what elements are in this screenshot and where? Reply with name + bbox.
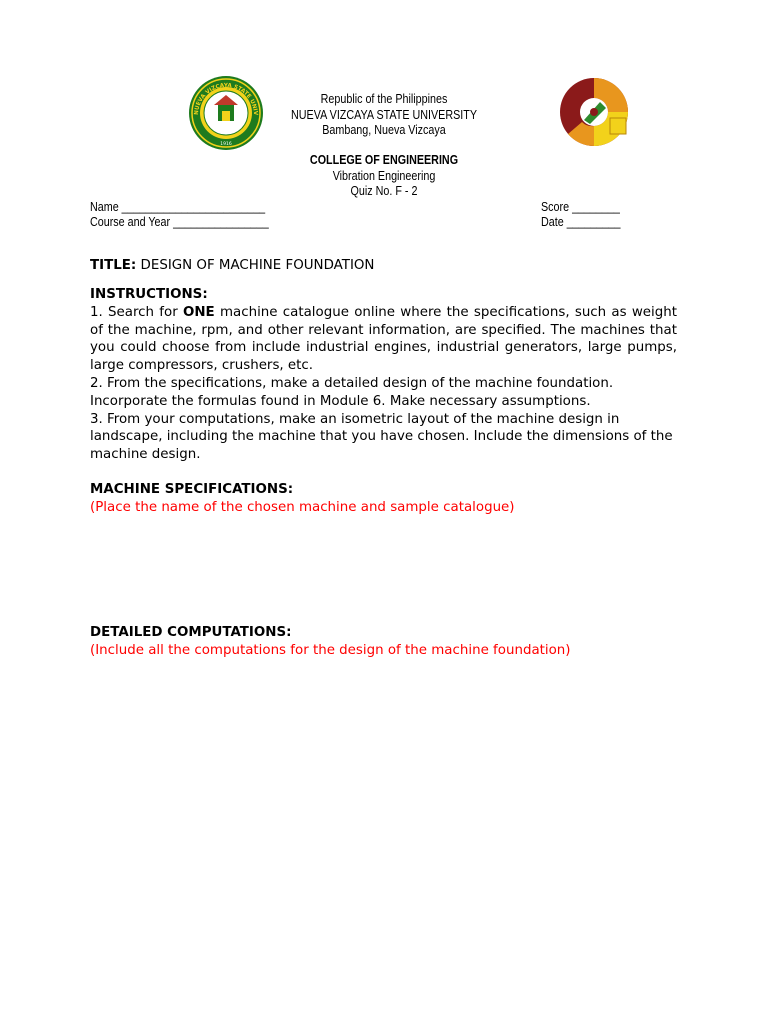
engineering-gear-icon	[556, 74, 634, 150]
college-logo	[556, 74, 634, 150]
course-year-field[interactable]: Course and Year ________________	[90, 215, 269, 229]
instructions-heading: INSTRUCTIONS:	[90, 287, 208, 302]
title-text: DESIGN OF MACHINE FOUNDATION	[136, 258, 375, 273]
subject-name: Vibration Engineering	[332, 168, 436, 183]
course-header	[252, 153, 517, 200]
score-field[interactable]: Score ________	[541, 200, 620, 214]
detailed-computations-note: (Include all the computations for the design of the machine foundation)	[90, 642, 571, 658]
detailed-computations-heading: DETAILED COMPUTATIONS:	[90, 625, 292, 640]
instruction-item-1: 1. Search for ONE machine catalogue online where the specifications, such as weight of the machine, rpm, and other relevant information, are specified. The machines that you could choose from include industrial engines, industrial generators, large pumps, large compressors, crushers, etc.	[90, 304, 677, 374]
instructions-section	[90, 286, 677, 464]
name-field[interactable]: Name ________________________	[90, 200, 266, 214]
quiz-number: Quiz No. F - 2	[350, 184, 418, 199]
university-name: NUEVA VIZCAYA STATE UNIVERSITY	[291, 107, 477, 122]
title-label: TITLE:	[90, 258, 137, 273]
seal-year: 1916	[220, 142, 232, 147]
university-location: Bambang, Nueva Vizcaya	[322, 123, 446, 138]
machine-specifications-heading: MACHINE SPECIFICATIONS:	[90, 482, 294, 497]
seal-ring-text: NUEVA VIZCAYA STATE UNIV	[193, 82, 259, 116]
university-header	[252, 92, 517, 139]
instruction-emphasis: ONE	[182, 304, 215, 320]
republic-line: Republic of the Philippines	[320, 92, 448, 106]
instruction-item-2: 2. From the specifications, make a detailed design of the machine foundation. Incorporate the formulas found in Module 6. Make necessary assumptions.	[90, 375, 614, 409]
quiz-title	[90, 257, 677, 275]
machine-specifications-section	[90, 481, 677, 517]
date-field[interactable]: Date _________	[541, 215, 621, 229]
machine-specifications-note: (Place the name of the chosen machine and sample catalogue)	[90, 499, 515, 515]
college-name: COLLEGE OF ENGINEERING	[309, 153, 459, 167]
instruction-item-3: 3. From your computations, make an isometric layout of the machine design in landscape, including the machine that you have chosen. Include the dimensions of the machine design.	[90, 411, 673, 463]
detailed-computations-section	[90, 624, 677, 660]
